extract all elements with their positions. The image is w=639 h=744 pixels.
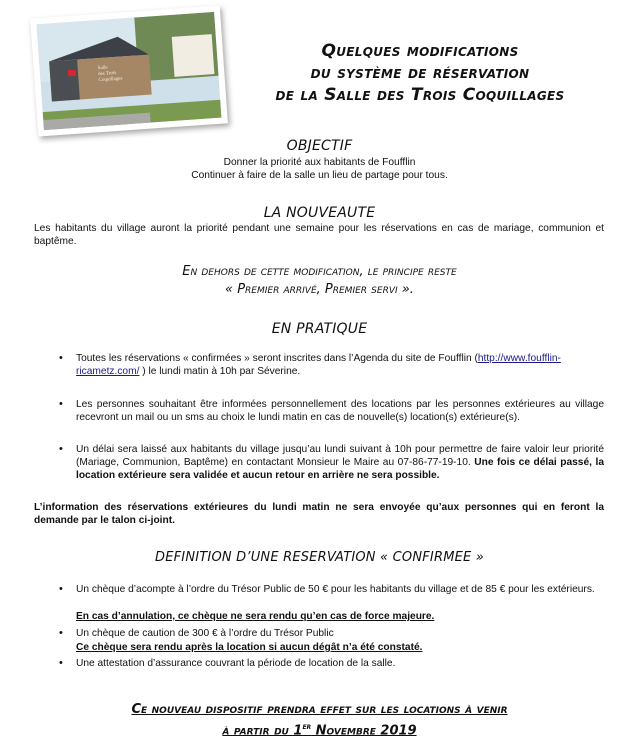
principe-line-2: « Premier arrivé, Premier servi ». [225, 282, 414, 297]
building-sign: Salle des Trois Coquillages [97, 65, 123, 84]
building-photo [30, 6, 228, 137]
bullet-icon: • [59, 352, 63, 364]
flag-logo [68, 70, 76, 77]
pratique-bullet-1: Toutes les réservations « confirmées » seront inscrites dans l’Agenda du site de Foufflin (http://www.foufflin- ricametz.com/ ) le lundi matin à 10h par Séverine. [76, 353, 561, 377]
objectif-line-1: Donner la priorité aux habitants de Foufflin [223, 157, 416, 168]
bullet-icon: • [59, 627, 63, 639]
principe-line-1: En dehors de cette modification, le principe reste [182, 264, 457, 279]
definition-item-1: Un chèque d’acompte à l’ordre du Trésor Public de 50 € pour les habitants du village et de 85 € pour les extérieurs. [76, 584, 595, 595]
nouveaute-heading: LA NOUVEAUTE [263, 205, 376, 221]
pratique-heading: EN PRATIQUE [271, 321, 368, 337]
objectif-heading: OBJECTIF [286, 138, 353, 154]
bullet-icon: • [59, 398, 63, 410]
bullet-icon: • [59, 583, 63, 595]
photo-image [37, 12, 222, 130]
definition-heading: DEFINITION D’UNE RESERVATION « CONFIRMEE » [155, 550, 484, 565]
pratique-bullet-3: Un délai sera laissé aux habitants du village jusqu’au lundi suivant à 10h pour permettre de faire valoir leur priorité (Mariage, Communion, Baptême) en contactant Monsieur le Maire au 07-86-77-19-10. Une fois ce délai passé, la location extérieure sera validée et aucun retour en arrière ne sera possible. [76, 444, 604, 481]
bullet-icon: • [59, 443, 63, 455]
page-title [240, 40, 600, 106]
footer-line-1: Ce nouveau dispositif prendra effet sur les locations à venir [131, 702, 508, 717]
definition-item-3: Une attestation d’assurance couvrant la période de location de la salle. [76, 658, 396, 669]
nouveaute-text: Les habitants du village auront la priorité pendant une semaine pour les réservations en cas de mariage, communion et baptême. [34, 223, 604, 247]
pratique-bullet-2: Les personnes souhaitant être informées personnellement des locations par les personnes extérieures au village recevront un mail ou un sms au choix le lundi matin en cas de nouvelle(s) location(s) extérieure(s). [76, 399, 604, 423]
definition-item-1-note: En cas d’annulation, ce chèque ne sera rendu qu’en cas de force majeure. [76, 611, 435, 622]
definition-item-2: Un chèque de caution de 300 € à l’ordre du Trésor Public [76, 628, 334, 639]
pratique-info: L’information des réservations extérieures du lundi matin ne sera envoyée qu’aux personnes qui en feront la demande par le talon ci-joint. [34, 502, 604, 526]
footer-line-2: à partir du 1er Novembre 2019 [222, 722, 417, 739]
objectif-line-2: Continuer à faire de la salle un lieu de partage pour tous. [191, 170, 448, 181]
title-line-2: du système de réservation [310, 63, 530, 83]
title-line-3: de la Salle des Trois Coquillages [275, 85, 565, 105]
title-line-1: Quelques modifications [321, 41, 519, 61]
foufflin-site-link[interactable]: http://www.foufflin- ricametz.com/ [76, 353, 561, 377]
definition-item-2-note: Ce chèque sera rendu après la location si aucun dégât n’a été constaté. [76, 642, 423, 653]
bullet-icon: • [59, 657, 63, 669]
